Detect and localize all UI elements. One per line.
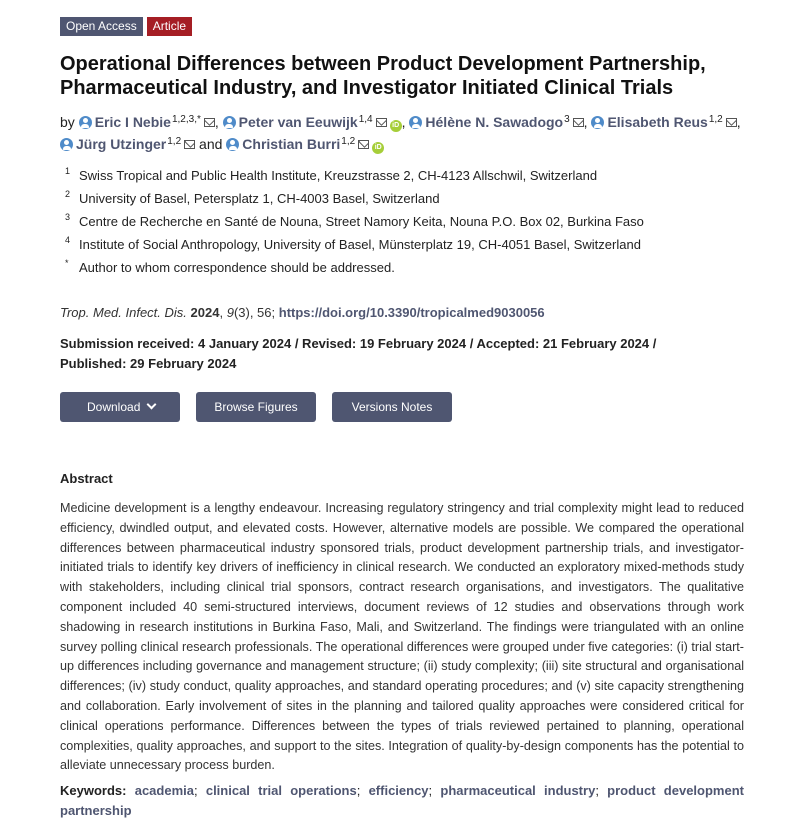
person-icon[interactable]	[60, 138, 73, 151]
action-buttons	[60, 392, 452, 422]
author-list	[60, 110, 750, 154]
affiliation-number: 3	[65, 212, 71, 222]
author-affiliation-sup: 1,2,3,*	[171, 114, 201, 125]
keyword-link[interactable]: pharmaceutical industry	[440, 783, 596, 798]
author-separator: and	[199, 136, 223, 152]
affiliation-number: *	[65, 258, 69, 268]
citation-line: Trop. Med. Infect. Dis. 2024, 9(3), 56; https://doi.org/10.3390/tropicalmed9030056	[60, 305, 545, 320]
author-separator: ,	[214, 114, 219, 130]
author-affiliation-sup: 1,4	[358, 114, 373, 125]
authors-prefix: by	[60, 114, 75, 130]
person-icon[interactable]	[223, 116, 236, 129]
person-icon[interactable]	[226, 138, 239, 151]
author-name[interactable]: Jürg Utzinger	[76, 136, 167, 152]
author-affiliation-sup: 1,2	[167, 136, 182, 147]
affiliation-number: 4	[65, 235, 71, 245]
affiliation-text: University of Basel, Petersplatz 1, CH-4003 Basel, Switzerland	[79, 191, 440, 206]
author-affiliation-sup: 3	[564, 114, 570, 125]
journal-name: Trop. Med. Infect. Dis.	[60, 305, 187, 320]
doi-link[interactable]: https://doi.org/10.3390/tropicalmed9030056	[278, 305, 545, 320]
publication-dates: Submission received: 4 January 2024 / Revised: 19 February 2024 / Accepted: 21 February 2024 / Published: 29 February 2024	[60, 336, 657, 371]
chevron-down-icon	[147, 400, 157, 410]
keyword-link[interactable]: academia	[134, 783, 194, 798]
keyword-link[interactable]: product development partnership	[60, 783, 744, 818]
email-icon[interactable]	[726, 118, 737, 127]
citation-year: 2024	[190, 305, 220, 320]
email-icon[interactable]	[358, 140, 369, 149]
affiliation-item	[65, 168, 644, 191]
author-entry	[223, 114, 402, 130]
affiliation-number: 1	[65, 166, 71, 176]
citation-issue-pages: (3), 56;	[233, 305, 276, 320]
keywords-label: Keywords:	[60, 783, 127, 798]
affiliation-text: Centre de Recherche en Santé de Nouna, Street Namory Keita, Nouna P.O. Box 02, Burkina Faso	[79, 214, 644, 229]
citation-volume: 9	[226, 305, 234, 320]
author-affiliation-sup: 1,2	[708, 114, 723, 125]
author-separator: ,	[583, 114, 588, 130]
abstract-text: Medicine development is a lengthy endeavour. Increasing regulatory stringency and trial complexity might lead to reduced efficiency, dwindled output, and elevated costs. However, alternative models are possible. We compared the operational differences between pharmaceutical industry sponsored trials, product development partnership trials, and investigator-initiated trials to identify key drivers of inefficiency in clinical research. We conducted an exploratory mixed-methods study with stakeholders, including clinical trial sponsors, contract research organisations, and investigators. The qualitative component included 40 semi-structured interviews, document reviews of 12 studies and observations through work shadowing in research institutions in Burkina Faso, Mali, and Switzerland. The findings were triangulated with an online survey polling clinical research professionals. The operational differences were grouped under five categories: (i) trial start-up differences including governance and management structure; (ii) study complexity; (iii) site structural and organisational differences; (iv) study conduct, quality approaches, and standard operating procedures; and (v) site capacity strengthening and collaboration. Early involvement of sites in the planning and tailored quality approaches were considered critical for clinical operations performance. Differences between the types of trials reviewed pertained to planning, operational complexities, quality approaches, and support to the sites. Integration of quality-by-design components has the potential to alleviate unnecessary process burden.	[60, 501, 744, 773]
orcid-icon[interactable]: iD	[390, 120, 402, 132]
author-name[interactable]: Christian Burri	[242, 136, 341, 152]
affiliation-item	[65, 191, 644, 214]
article-title: Operational Differences between Product Development Partnership, Pharmaceutical Industry, and Investigator Initiated Clinical Trials	[60, 53, 706, 99]
person-icon[interactable]	[79, 116, 92, 129]
open-access-badge: Open Access	[60, 17, 143, 36]
abstract-heading: Abstract	[60, 471, 113, 486]
author-entry	[60, 136, 195, 152]
affiliation-item	[65, 260, 644, 283]
author-entry	[409, 114, 583, 130]
browse-figures-button[interactable]: Browse Figures	[196, 392, 316, 422]
versions-notes-button[interactable]: Versions Notes	[332, 392, 452, 422]
keyword-link[interactable]: efficiency	[368, 783, 429, 798]
author-entry	[591, 114, 736, 130]
email-icon[interactable]	[573, 118, 584, 127]
orcid-icon[interactable]: iD	[372, 142, 384, 154]
affiliation-item	[65, 237, 644, 260]
affiliation-list	[65, 168, 644, 283]
author-entry	[79, 114, 215, 130]
author-name[interactable]: Elisabeth Reus	[607, 114, 708, 130]
download-label: Download	[87, 400, 141, 414]
article-badges	[60, 17, 192, 36]
author-affiliation-sup: 1,2	[341, 136, 356, 147]
email-icon[interactable]	[184, 140, 195, 149]
affiliation-text: Swiss Tropical and Public Health Institute, Kreuzstrasse 2, CH-4123 Allschwil, Switzerland	[79, 168, 598, 183]
email-icon[interactable]	[204, 118, 215, 127]
person-icon[interactable]	[409, 116, 422, 129]
person-icon[interactable]	[591, 116, 604, 129]
author-name[interactable]: Hélène N. Sawadogo	[425, 114, 564, 130]
affiliation-number: 2	[65, 189, 71, 199]
author-name[interactable]: Peter van Eeuwijk	[238, 114, 358, 130]
affiliation-item	[65, 214, 644, 237]
author-separator: ,	[736, 114, 741, 130]
affiliation-text: Author to whom correspondence should be addressed.	[79, 260, 395, 275]
keywords-line: Keywords: academia; clinical trial operations; efficiency; pharmaceutical industry; product development partnership	[60, 783, 744, 818]
email-icon[interactable]	[376, 118, 387, 127]
article-type-badge: Article	[147, 17, 192, 36]
author-separator: ,	[401, 114, 406, 130]
affiliation-text: Institute of Social Anthropology, University of Basel, Münsterplatz 19, CH-4051 Basel, Switzerland	[79, 237, 641, 252]
author-entry	[226, 136, 384, 152]
download-button[interactable]	[60, 392, 180, 422]
keyword-link[interactable]: clinical trial operations	[205, 783, 357, 798]
author-name[interactable]: Eric I Nebie	[94, 114, 171, 130]
